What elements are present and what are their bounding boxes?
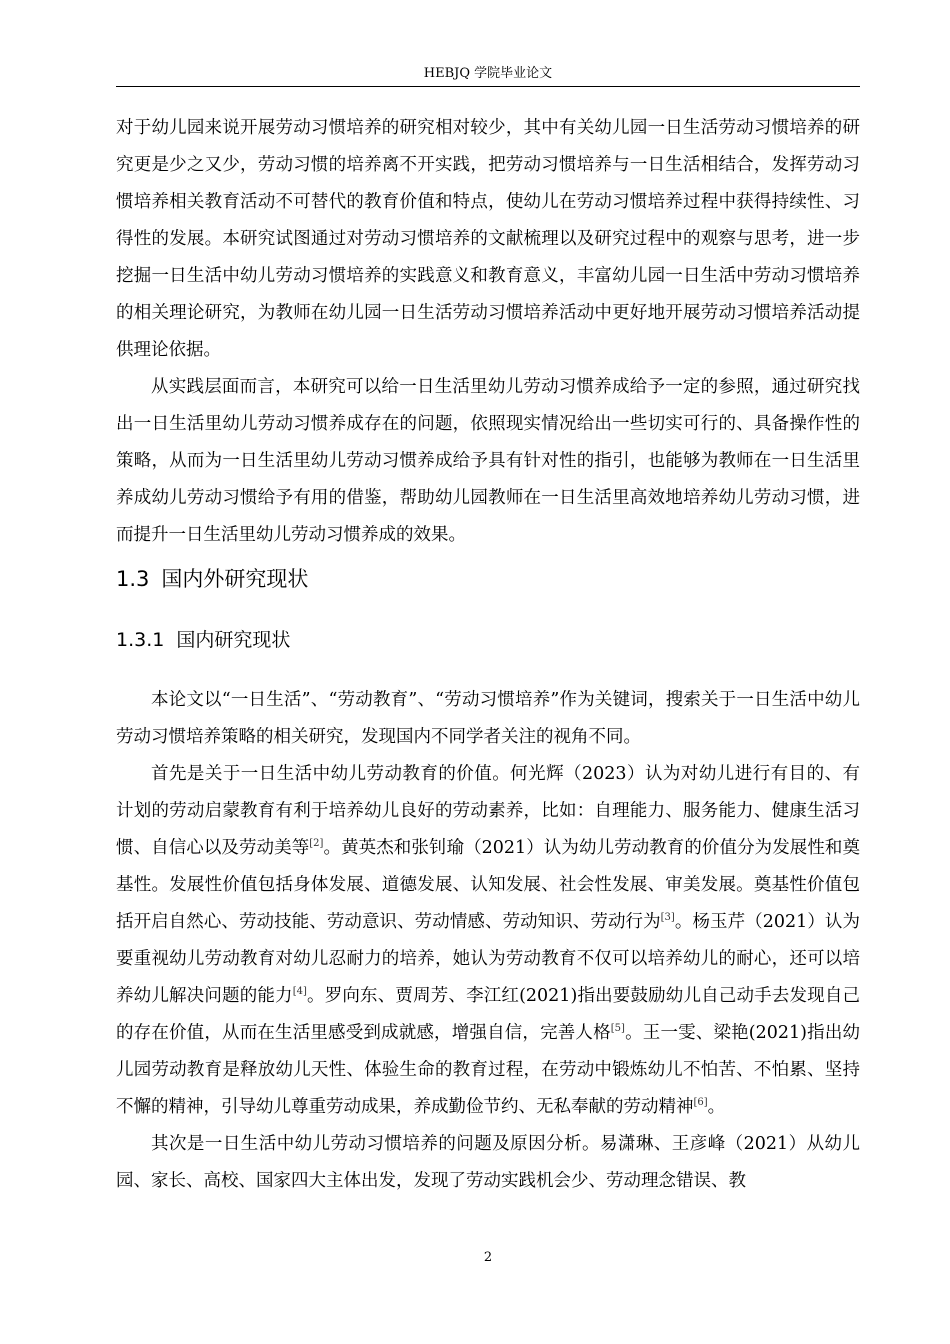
paragraph-3: 本论文以“一日生活”、“劳动教育”、“劳动习惯培养”作为关键词，搜索关于一日生活中幼儿劳动习惯培养策略的相关研究，发现国内不同学者关注的视角不同。 [116, 690, 860, 747]
running-header: HEBJQ 学院毕业论文 [423, 66, 553, 81]
p4-text-2: 。黄英杰和张钊瑜（2021）认为幼儿劳动教育的价值分为发展性和奠基性。发展性价值包括身体发展、道德发展、认知发展、社会性发展、审美发展。奠基性价值包括开启自然心、劳动技能、劳动意识、劳动情感、劳动知识、劳动行为 [116, 838, 860, 932]
citation-ref: [3] [660, 912, 675, 924]
section-number: 1.3 [116, 567, 150, 591]
citation-ref: [6] [693, 1097, 708, 1109]
paragraph-2: 从实践层面而言，本研究可以给一日生活里幼儿劳动习惯养成给予一定的参照，通过研究找出一日生活里幼儿劳动习惯养成存在的问题，依照现实情况给出一些切实可行的、具备操作性的策略，从而为一日生活里幼儿劳动习惯养成给予具有针对性的指引，也能够为教师在一日生活里养成幼儿劳动习惯给予有用的借鉴，帮助幼儿园教师在一日生活里高效地培养幼儿劳动习惯，进而提升一日生活里幼儿劳动习惯养成的效果。 [116, 377, 860, 545]
p4-text-1: 首先是关于一日生活中幼儿劳动教育的价值。何光辉（2023）认为对幼儿进行有目的、有计划的劳动启蒙教育有利于培养幼儿良好的劳动素养，比如：自理能力、服务能力、健康生活习惯、自信心以及劳动美等 [116, 764, 860, 858]
paragraph-5: 其次是一日生活中幼儿劳动习惯培养的问题及原因分析。易潇琳、王彦峰（2021）从幼儿园、家长、高校、国家四大主体出发，发现了劳动实践机会少、劳动理念错误、教 [116, 1134, 860, 1191]
subsection-heading [116, 622, 860, 682]
section-heading [116, 564, 860, 622]
page-body [116, 110, 860, 1200]
citation-ref: [5] [610, 1023, 625, 1035]
subsection-number: 1.3.1 [116, 629, 165, 651]
citation-ref: [4] [292, 986, 307, 998]
p4-text-5: 。王一雯、梁艳(2021)指出幼儿园劳动教育是释放幼儿天性、体验生命的教育过程，在劳动中锻炼幼儿不怕苦、不怕累、坚持不懈的精神，引导幼儿尊重劳动成果，养成勤俭节约、无私奉献的劳动精神 [116, 1023, 860, 1117]
paragraph-1: 对于幼儿园来说开展劳动习惯培养的研究相对较少，其中有关幼儿园一日生活劳动习惯培养的研究更是少之又少，劳动习惯的培养离不开实践，把劳动习惯培养与一日生活相结合，发挥劳动习惯培养相关教育活动不可替代的教育价值和特点，使幼儿在劳动习惯培养过程中获得持续性、习得性的发展。本研究试图通过对劳动习惯培养的文献梳理以及研究过程中的观察与思考，进一步挖掘一日生活中幼儿劳动习惯培养的实践意义和教育意义，丰富幼儿园一日生活中劳动习惯培养的相关理论研究，为教师在幼儿园一日生活劳动习惯培养活动中更好地开展劳动习惯培养活动提供理论依据。 [116, 118, 860, 360]
subsection-title: 国内研究现状 [176, 629, 291, 651]
citation-ref: [2] [309, 838, 324, 850]
section-title: 国内外研究现状 [161, 567, 309, 591]
p4-text-3: 。杨玉芹（2021）认为要重视幼儿劳动教育对幼儿忍耐力的培养，她认为劳动教育不仅可以培养幼儿的耐心，还可以培养幼儿解决问题的能力 [116, 912, 860, 1006]
p4-text-6: 。 [707, 1097, 726, 1117]
page-number: 2 [483, 1250, 493, 1265]
p4-text-4: 。罗向东、贾周芳、李江红(2021)指出要鼓励幼儿自己动手去发现自己的存在价值，从而在生活里感受到成就感，增强自信，完善人格 [116, 986, 860, 1043]
header-rule [116, 86, 860, 87]
paragraph-4 [116, 756, 860, 1126]
